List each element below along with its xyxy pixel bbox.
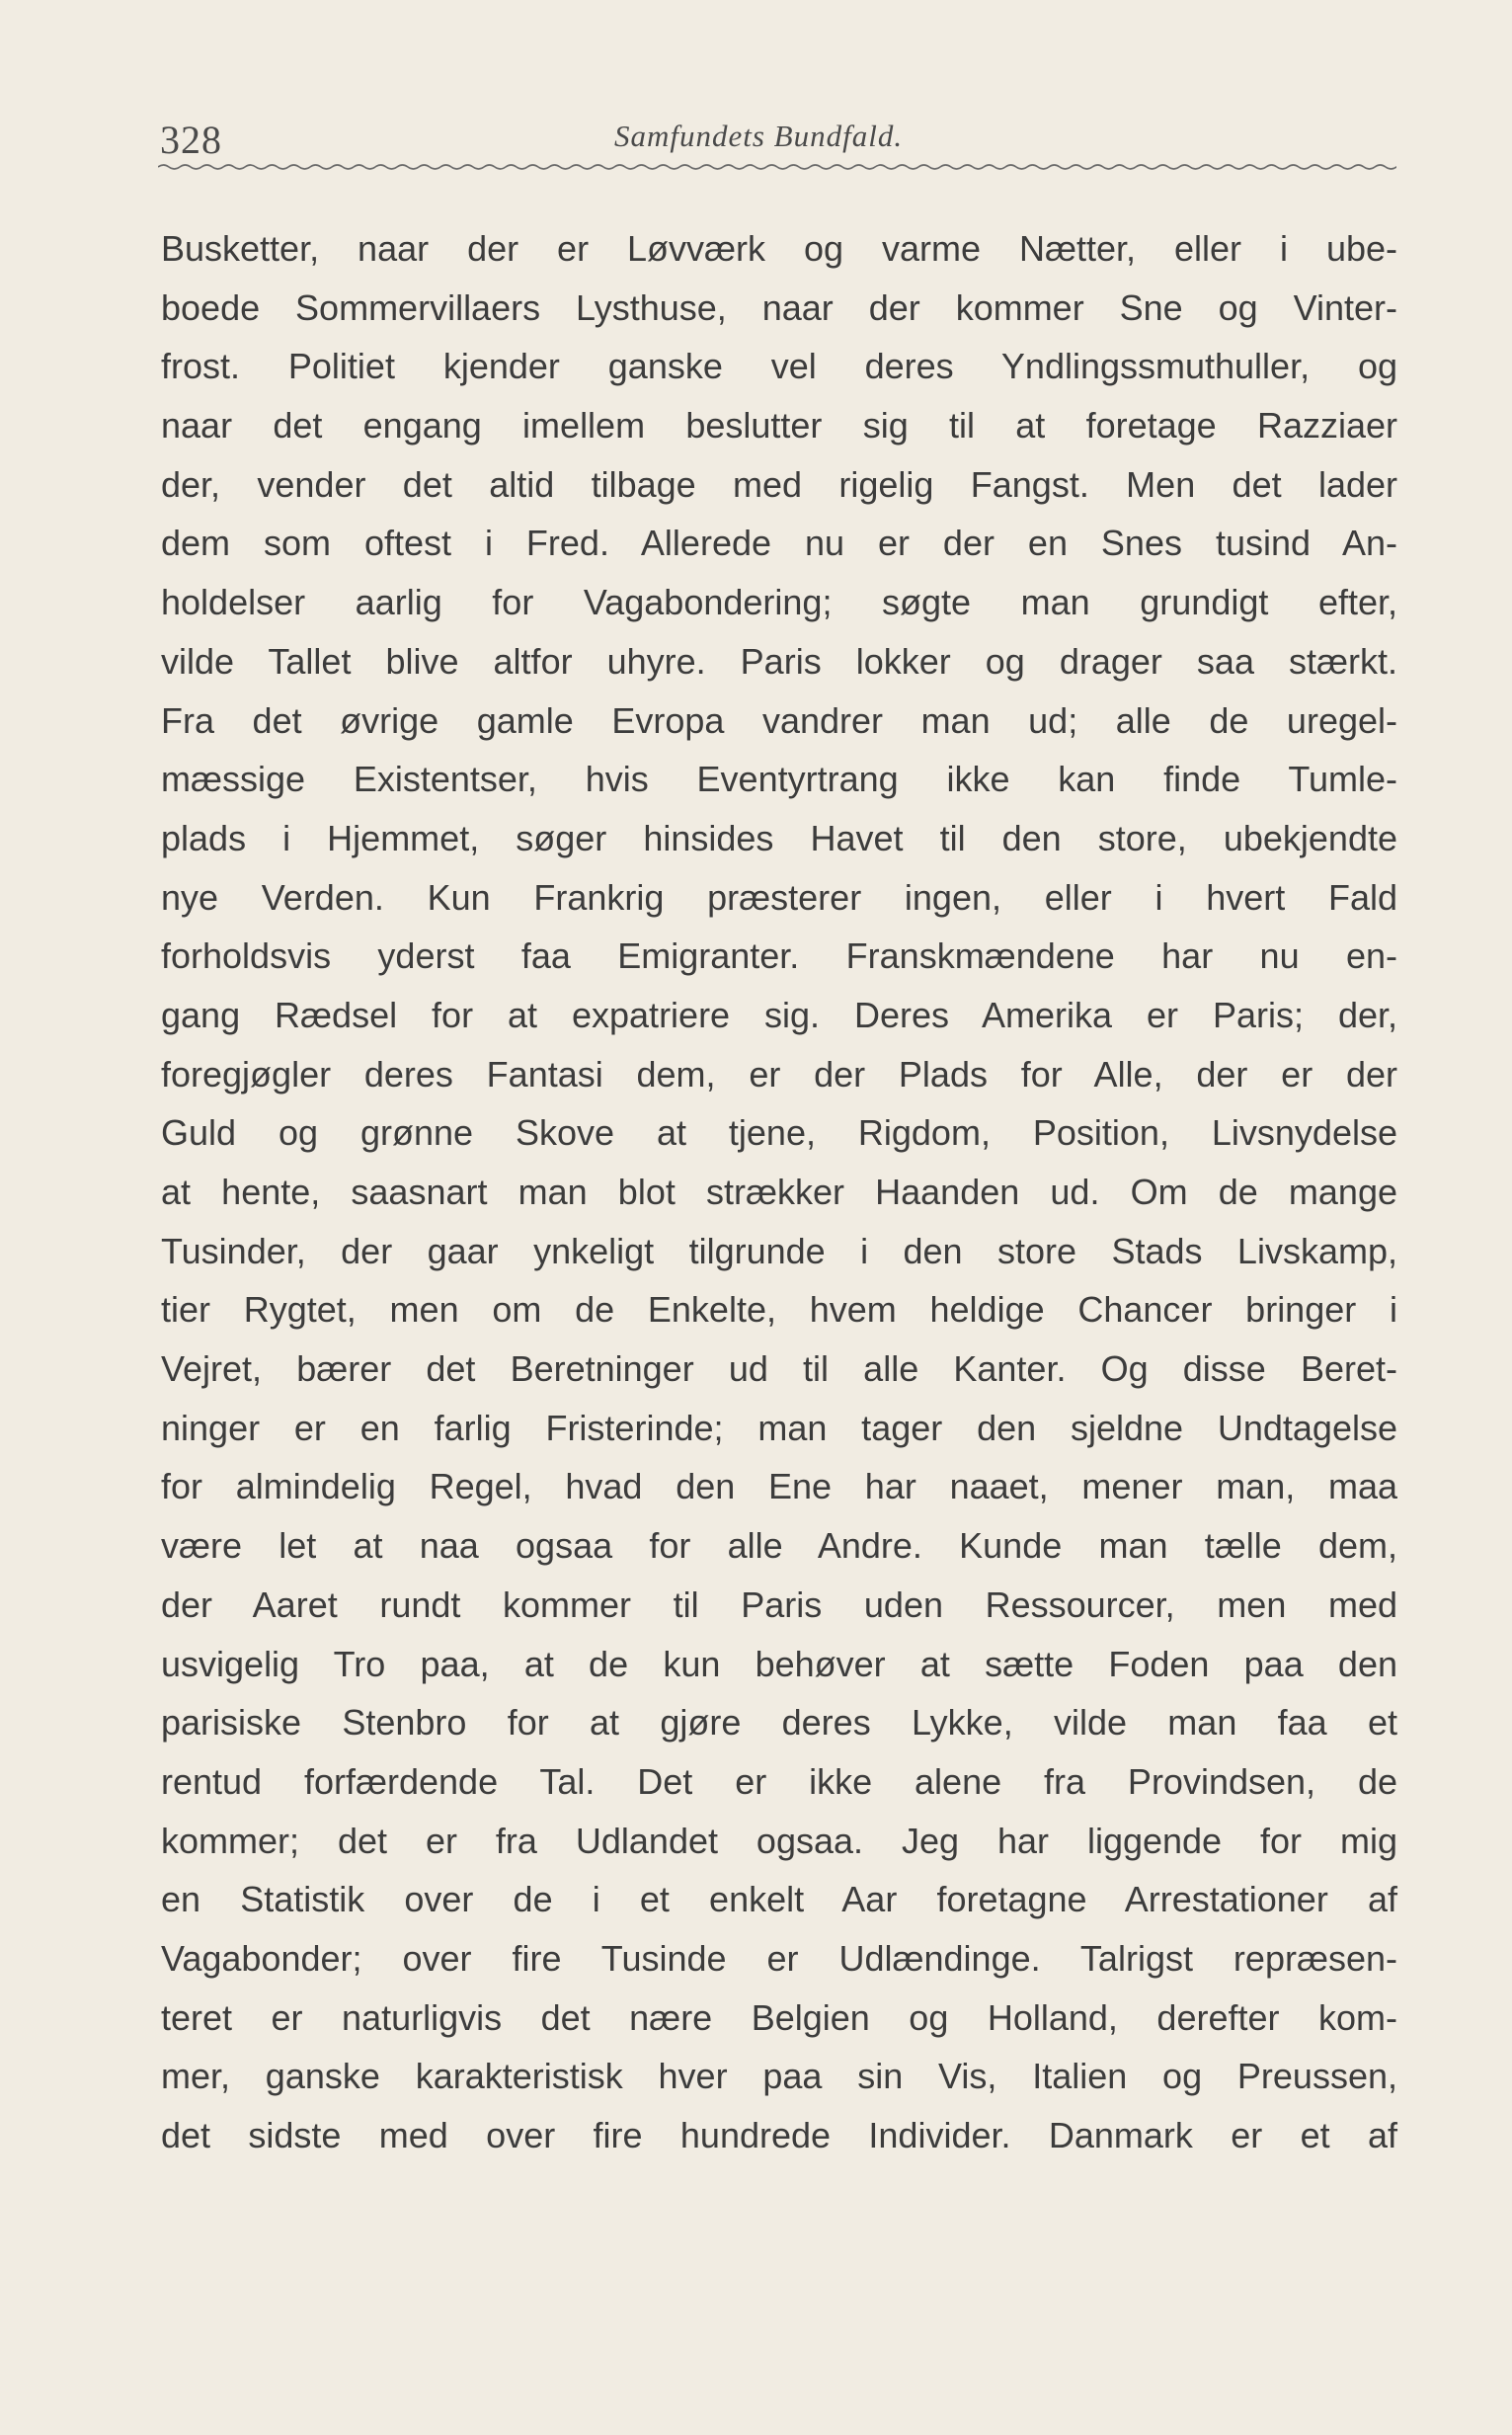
text-line: frost. Politiet kjender ganske vel deres Yndlingssmuthuller, og <box>161 346 1397 387</box>
text-line: gang Rædsel for at expatriere sig. Deres Amerika er Paris; der, <box>161 994 1397 1035</box>
text-line: plads i Hjemmet, søger hinsides Havet til den store, ubekjendte <box>161 817 1397 858</box>
text-line: vilde Tallet blive altfor uhyre. Paris lokker og drager saa stærkt. <box>161 640 1397 682</box>
text-line: mer, ganske karakteristisk hver paa sin Vis, Italien og Preussen, <box>161 2056 1397 2097</box>
text-line: rentud forfærdende Tal. Det er ikke alene fra Provindsen, de <box>161 1760 1397 1802</box>
page-header <box>160 107 1406 166</box>
text-line: Fra det øvrige gamle Evropa vandrer man ud; alle de uregel- <box>161 699 1397 741</box>
wavy-rule-ornament <box>158 160 1396 174</box>
body-text <box>161 219 1397 2165</box>
page-number: 328 <box>160 118 222 162</box>
text-line: Busketter, naar der er Løvværk og varme Nætter, eller i ube- <box>161 228 1397 269</box>
text-line: nye Verden. Kun Frankrig præsterer ingen, eller i hvert Fald <box>161 876 1397 918</box>
text-line: forholdsvis yderst faa Emigranter. Franskmændene har nu en- <box>161 935 1397 977</box>
text-line: parisiske Stenbro for at gjøre deres Lykke, vilde man faa et <box>161 1702 1397 1744</box>
text-line: ninger er en farlig Fristerinde; man tager den sjeldne Undtagelse <box>161 1407 1397 1448</box>
text-line: det sidste med over fire hundrede Individer. Danmark er et af <box>161 2115 1397 2155</box>
text-line: en Statistik over de i et enkelt Aar foretagne Arrestationer af <box>161 1879 1397 1920</box>
text-line: teret er naturligvis det nære Belgien og Holland, derefter kom- <box>161 1996 1397 2038</box>
text-line: Tusinder, der gaar ynkeligt tilgrunde i den store Stads Livskamp, <box>161 1230 1397 1271</box>
text-line: boede Sommervillaers Lysthuse, naar der kommer Sne og Vinter- <box>161 286 1397 328</box>
text-line: Vagabonder; over fire Tusinde er Udlændinge. Talrigst repræsen- <box>161 1937 1397 1979</box>
text-line: dem som oftest i Fred. Allerede nu er der en Snes tusind An- <box>161 523 1397 564</box>
text-line: holdelser aarlig for Vagabondering; søgte man grundigt efter, <box>161 582 1397 623</box>
text-line: der, vender det altid tilbage med rigelig Fangst. Men det lader <box>161 463 1397 505</box>
text-line: naar det engang imellem beslutter sig til at foretage Razziaer <box>161 405 1397 446</box>
text-line: der Aaret rundt kommer til Paris uden Ressourcer, men med <box>161 1583 1397 1625</box>
text-line: for almindelig Regel, hvad den Ene har naaet, mener man, maa <box>161 1466 1397 1507</box>
text-line: Vejret, bærer det Beretninger ud til alle Kanter. Og disse Beret- <box>161 1348 1397 1390</box>
text-line: Guld og grønne Skove at tjene, Rigdom, Position, Livsnydelse <box>161 1112 1397 1154</box>
text-line: tier Rygtet, men om de Enkelte, hvem heldige Chancer bringer i <box>161 1289 1397 1331</box>
text-line: kommer; det er fra Udlandet ogsaa. Jeg har liggende for mig <box>161 1820 1397 1861</box>
text-line: være let at naa ogsaa for alle Andre. Kunde man tælle dem, <box>161 1525 1397 1567</box>
text-line: usvigelig Tro paa, at de kun behøver at sætte Foden paa den <box>161 1643 1397 1684</box>
text-line: foregjøgler deres Fantasi dem, er der Plads for Alle, der er der <box>161 1053 1397 1095</box>
running-title: Samfundets Bundfald. <box>614 119 904 153</box>
text-line: mæssige Existentser, hvis Eventyrtrang ikke kan finde Tumle- <box>161 759 1397 800</box>
text-line: at hente, saasnart man blot strækker Haanden ud. Om de mange <box>161 1172 1397 1212</box>
